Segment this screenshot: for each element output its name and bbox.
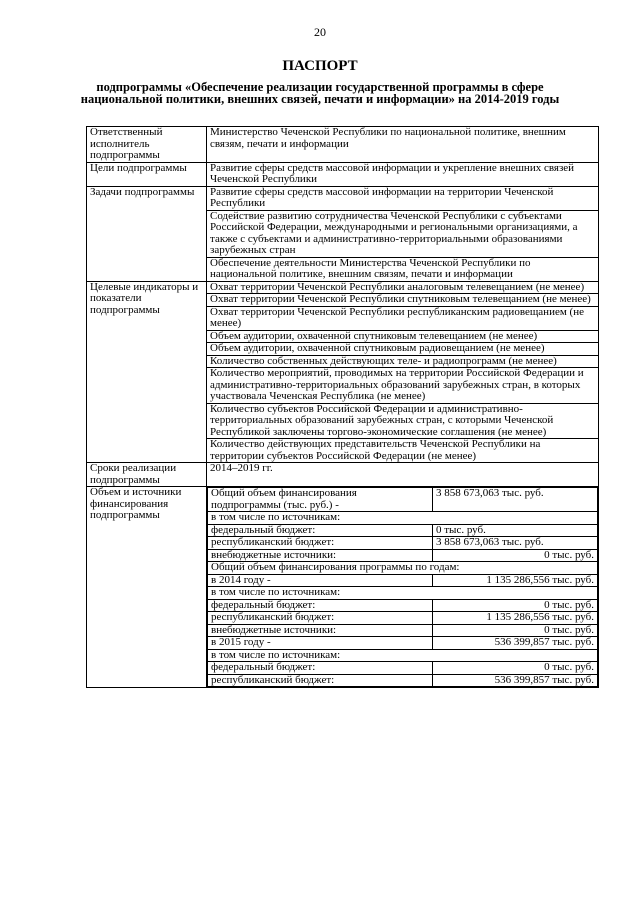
table-row-period <box>87 463 599 487</box>
indicator-item: Охват территории Чеченской Республики аналоговым телевещанием (не менее) <box>207 281 599 294</box>
task-item: Развитие сферы средств массовой информации на территории Чеченской Республики <box>207 186 599 210</box>
fin-federal-label: федеральный бюджет: <box>208 524 433 537</box>
fin-row <box>208 574 598 587</box>
document-subtitle: подпрограммы «Обеспечение реализации государственной программы в сфере национальной политики, внешних связей, печати и информации» на 2014-2019 годы <box>80 80 560 106</box>
fin-2014-incl: в том числе по источникам: <box>208 587 598 600</box>
fin-row <box>208 649 598 662</box>
fin-row <box>208 587 598 600</box>
financing-details <box>207 487 599 688</box>
fin-2014-republic-value: 1 135 286,556 тыс. руб. <box>433 612 598 625</box>
financing-label: Объем и источники финансирования подпрограммы <box>87 487 207 688</box>
fin-by-years: Общий объем финансирования программы по годам: <box>208 562 598 575</box>
indicator-item: Количество мероприятий, проводимых на территории Российской Федерации и административно-территориальных образований зарубежных стран, в которых участвовала Чеченская Республика (не менее) <box>207 368 599 404</box>
fin-row <box>208 488 598 512</box>
executor-label: Ответственный исполнитель подпрограммы <box>87 127 207 163</box>
fin-row <box>208 562 598 575</box>
fin-incl-sources: в том числе по источникам: <box>208 512 598 525</box>
fin-federal-value: 0 тыс. руб. <box>433 524 598 537</box>
fin-2015-label: в 2015 году - <box>208 637 433 650</box>
fin-2014-federal-value: 0 тыс. руб. <box>433 599 598 612</box>
fin-2014-offbudget-value: 0 тыс. руб. <box>433 624 598 637</box>
fin-offbudget-value: 0 тыс. руб. <box>433 549 598 562</box>
executor-value: Министерство Чеченской Республики по национальной политике, внешним связям, печати и информации <box>207 127 599 163</box>
passport-table <box>86 126 599 688</box>
indicator-item: Количество субъектов Российской Федерации и административно-территориальных образований зарубежных стран, с которыми Чеченской Республикой заключены торгово-экономические соглашения (не менее) <box>207 403 599 439</box>
fin-2015-republic-label: республиканский бюджет: <box>208 674 433 687</box>
fin-row <box>208 549 598 562</box>
fin-2014-label: в 2014 году - <box>208 574 433 587</box>
fin-2014-value: 1 135 286,556 тыс. руб. <box>433 574 598 587</box>
fin-2015-value: 536 399,857 тыс. руб. <box>433 637 598 650</box>
fin-row <box>208 624 598 637</box>
indicator-item: Охват территории Чеченской Республики спутниковым телевещанием (не менее) <box>207 294 599 307</box>
fin-row <box>208 662 598 675</box>
goals-label: Цели подпрограммы <box>87 162 207 186</box>
table-row-financing <box>87 487 599 688</box>
fin-republic-label: республиканский бюджет: <box>208 537 433 550</box>
task-item: Содействие развитию сотрудничества Чеченской Республики с субъектами Российской Федерации, международными и региональными организациями, а также с субъектами и административно-территориальными образованиями зарубежных стран <box>207 210 599 257</box>
indicator-item: Объем аудитории, охваченной спутниковым телевещанием (не менее) <box>207 330 599 343</box>
period-value: 2014–2019 гг. <box>207 463 599 487</box>
table-row-tasks <box>87 186 599 210</box>
table-row-indicators <box>87 281 599 294</box>
fin-row <box>208 599 598 612</box>
indicators-label: Целевые индикаторы и показатели подпрограммы <box>87 281 207 463</box>
fin-row <box>208 674 598 687</box>
fin-row <box>208 524 598 537</box>
fin-2015-federal-label: федеральный бюджет: <box>208 662 433 675</box>
table-row-executor <box>87 127 599 163</box>
fin-2014-federal-label: федеральный бюджет: <box>208 599 433 612</box>
tasks-label: Задачи подпрограммы <box>87 186 207 281</box>
fin-republic-value: 3 858 673,063 тыс. руб. <box>433 537 598 550</box>
fin-2015-republic-value: 536 399,857 тыс. руб. <box>433 674 598 687</box>
indicator-item: Количество действующих представительств Чеченской Республики на территории субъектов Российской Федерации (не менее) <box>207 439 599 463</box>
document-title: ПАСПОРТ <box>282 58 358 74</box>
task-item: Обеспечение деятельности Министерства Чеченской Республики по национальной политике, внешним связям, печати и информации <box>207 257 599 281</box>
fin-2015-incl: в том числе по источникам: <box>208 649 598 662</box>
fin-row <box>208 537 598 550</box>
period-label: Сроки реализации подпрограммы <box>87 463 207 487</box>
indicator-item: Охват территории Чеченской Республики республиканским радиовещанием (не менее) <box>207 306 599 330</box>
fin-row <box>208 637 598 650</box>
fin-total-value: 3 858 673,063 тыс. руб. <box>433 488 598 512</box>
indicator-item: Количество собственных действующих теле- и радиопрограмм (не менее) <box>207 355 599 368</box>
table-row-goals <box>87 162 599 186</box>
fin-row <box>208 612 598 625</box>
fin-total-label: Общий объем финансирования подпрограммы (тыс. руб.) - <box>208 488 433 512</box>
goals-value: Развитие сферы средств массовой информации и укрепление внешних связей Чеченской Республики <box>207 162 599 186</box>
fin-2014-offbudget-label: внебюджетные источники: <box>208 624 433 637</box>
fin-2015-federal-value: 0 тыс. руб. <box>433 662 598 675</box>
fin-offbudget-label: внебюджетные источники: <box>208 549 433 562</box>
page-number: 20 <box>314 25 326 39</box>
financing-table <box>207 487 598 687</box>
indicator-item: Объем аудитории, охваченной спутниковым радиовещанием (не менее) <box>207 343 599 356</box>
fin-row <box>208 512 598 525</box>
fin-2014-republic-label: республиканский бюджет: <box>208 612 433 625</box>
